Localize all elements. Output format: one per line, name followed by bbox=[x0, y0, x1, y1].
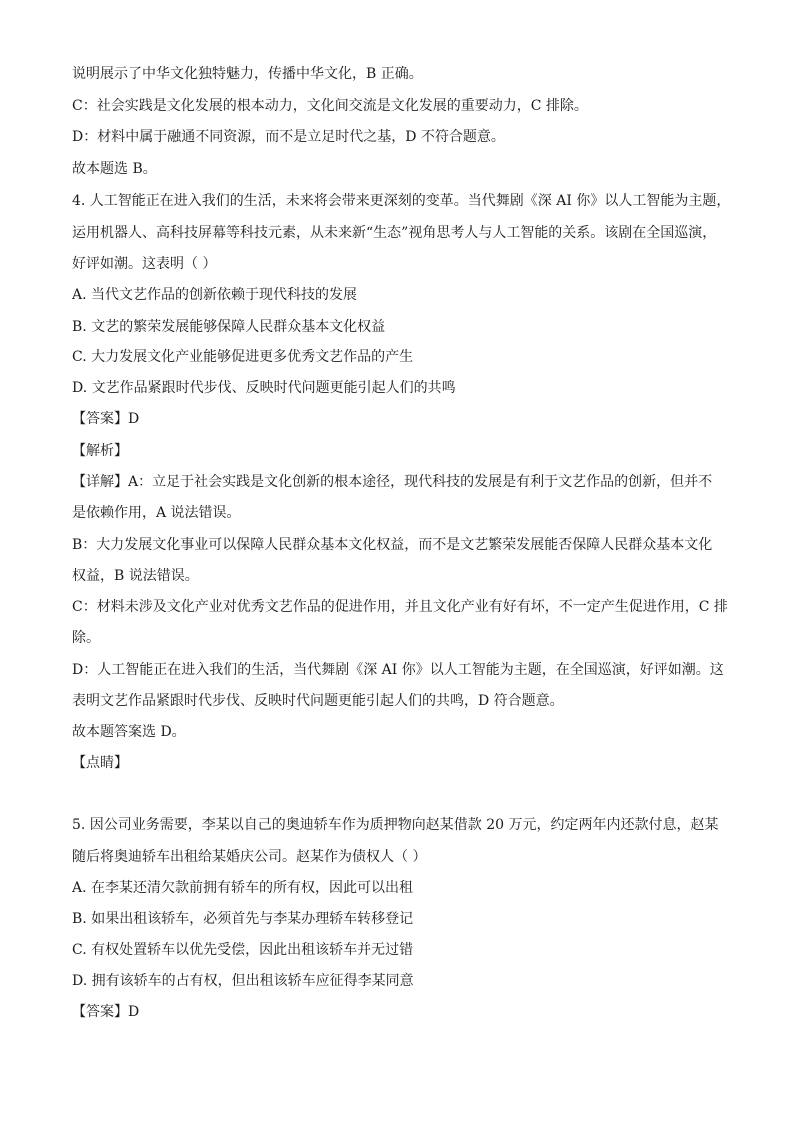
option-d: D. 文艺作品紧跟时代步伐、反映时代问题更能引起人们的共鸣 bbox=[72, 380, 456, 396]
option-c: C. 有权处置轿车以优先受偿，因此出租该轿车并无过错 bbox=[72, 942, 414, 958]
question-4-stem: 4. 人工智能正在进入我们的生活，未来将会带来更深刻的变革。当代舞剧《深 AI 你》以人工智能为主题， bbox=[72, 193, 731, 209]
question-5-stem: 随后将奥迪轿车出租给某婚庆公司。赵某作为债权人（ ） bbox=[72, 849, 427, 865]
text-line: 故本题选 B。 bbox=[72, 161, 157, 177]
question-5-stem: 5. 因公司业务需要，李某以自己的奥迪轿车作为质押物向赵某借款 20 万元，约定两年内还款付息，赵某 bbox=[72, 817, 719, 833]
question-4-stem: 好评如潮。这表明（ ） bbox=[72, 256, 217, 272]
question-4-stem: 运用机器人、高科技屏幕等科技元素，从未来新“生态”视角思考人与人工智能的关系。该剧在全国巡演， bbox=[72, 225, 717, 241]
detail-line: 是依赖作用，A 说法错误。 bbox=[72, 505, 241, 521]
detail-line: 权益，B 说法错误。 bbox=[72, 568, 199, 584]
text-line: D：材料中属于融通不同资源，而不是立足时代之基，D 不符合题意。 bbox=[72, 129, 505, 145]
detail-line: B：大力发展文化事业可以保障人民群众基本文化权益，而不是文艺繁荣发展能否保障人民群众基本文化 bbox=[72, 537, 713, 553]
option-d: D. 拥有该轿车的占有权，但出租该轿车应征得李某同意 bbox=[72, 973, 414, 989]
option-a: A. 在李某还清欠款前拥有轿车的所有权，因此可以出租 bbox=[72, 880, 414, 896]
detail-line: 除。 bbox=[72, 630, 100, 646]
tips-label: 【点睛】 bbox=[72, 755, 128, 771]
option-b: B. 文艺的繁荣发展能够保障人民群众基本文化权益 bbox=[72, 319, 386, 335]
option-a: A. 当代文艺作品的创新依赖于现代科技的发展 bbox=[72, 287, 358, 303]
detail-line: C：材料未涉及文化产业对优秀文艺作品的促进作用，并且文化产业有好有坏，不一定产生促进作用，C 排 bbox=[72, 599, 728, 615]
detail-line: 【详解】A：立足于社会实践是文化创新的根本途径，现代科技的发展是有利于文艺作品的创新，但并不 bbox=[72, 474, 713, 490]
detail-line: 表明文艺作品紧跟时代步伐、反映时代问题更能引起人们的共鸣，D 符合题意。 bbox=[72, 693, 564, 709]
option-b: B. 如果出租该轿车，必须首先与李某办理轿车转移登记 bbox=[72, 911, 414, 927]
option-c: C. 大力发展文化产业能够促进更多优秀文艺作品的产生 bbox=[72, 349, 414, 365]
detail-line: 故本题答案选 D。 bbox=[72, 724, 186, 740]
answer-label: 【答案】D bbox=[72, 1004, 140, 1020]
text-line: C：社会实践是文化发展的根本动力，文化间交流是文化发展的重要动力，C 排除。 bbox=[72, 98, 588, 114]
text-line: 说明展示了中华文化独特魅力，传播中华文化，B 正确。 bbox=[72, 66, 423, 82]
detail-line: D：人工智能正在进入我们的生活，当代舞剧《深 AI 你》以人工智能为主题，在全国巡演，好评如潮。这 bbox=[72, 662, 724, 678]
analysis-label: 【解析】 bbox=[72, 443, 128, 459]
answer-label: 【答案】D bbox=[72, 411, 140, 427]
